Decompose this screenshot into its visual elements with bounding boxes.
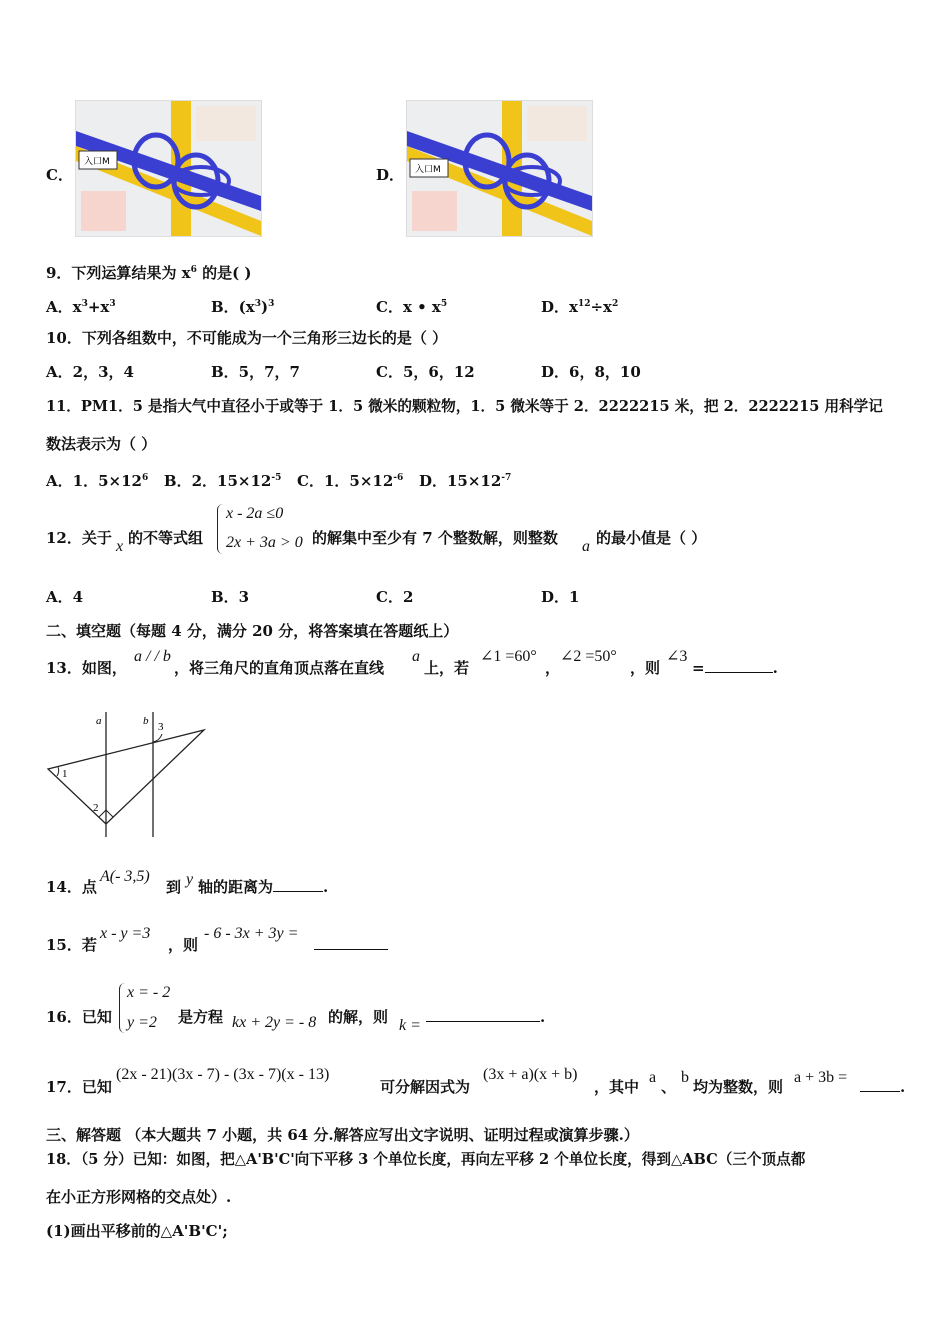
q15-then: ，则 (168, 936, 199, 954)
q16-k: k = (399, 1017, 421, 1034)
q11-option-c: C．1．$5\times 12^{-6}$ (297, 472, 404, 490)
map-label-c: 入口M (84, 157, 110, 167)
q9-option-c: C．x • $x^5$ (376, 298, 448, 316)
q14-var-y: y (186, 871, 194, 888)
label-angle-2: 2 (93, 802, 99, 814)
q17-tail: 均为整数，则 (693, 1078, 784, 1096)
q8-option-c-label: C． (46, 166, 73, 184)
q12-end: 的最小值是（ ） (596, 529, 707, 547)
q9-option-a: A．$x^3+x^3$ (46, 298, 116, 316)
q13-answer-blank[interactable] (705, 658, 773, 673)
q17-mid: 可分解因式为 (380, 1078, 471, 1096)
q10-option-d: D．6，8，10 (541, 363, 641, 381)
q17-var-a: a (649, 1069, 657, 1086)
q18-stem-line2: 在小正方形网格的交点处）. (46, 1188, 232, 1206)
q16-equation-x: x = - 2 (127, 984, 171, 1001)
q17-among: ，其中 (594, 1078, 640, 1096)
section-2-heading: 二、填空题（每题 4 分，满分 20 分，将答案填在答题纸上） (46, 622, 459, 640)
q13-angle-1: ∠1 =60° (480, 648, 537, 665)
q18-stem-line1: 18．（5 分）已知：如图，把△A'B'C'向下平移 3 个单位长度，再向左平移 2 个单位长度，得到△ABC（三个顶点都 (46, 1151, 806, 1168)
label-b: b (143, 715, 149, 727)
q11-option-d: D．$15\times 12^{-7}$ (418, 472, 512, 490)
q9-stem: 9．下列运算结果为 $x^6$ 的是( ) (46, 264, 252, 282)
q16-mid: 是方程 (178, 1008, 224, 1026)
q16-prefix: 16．已知 (46, 1008, 112, 1026)
q17-target: a + 3b = (794, 1069, 848, 1086)
q11-option-b: B．2．$15\times 12^{-5}$ (163, 472, 282, 490)
label-angle-1: 1 (62, 768, 68, 780)
q18-sub-question-1: (1)画出平移前的△A'B'C'; (46, 1222, 228, 1240)
q12-inequality-1: x - 2a ≤0 (226, 505, 284, 522)
q13-parallel: a / / b (134, 648, 171, 665)
q13-prefix: 13．如图， (46, 659, 127, 677)
q14-tail: 轴的距离为 . (198, 878, 329, 896)
q12-mid: 的不等式组 (128, 529, 204, 547)
q15-expression: - 6 - 3x + 3y = (204, 925, 299, 942)
q13-mid2: 上，若 (424, 659, 470, 677)
map-label-d: 入口M (415, 165, 441, 175)
q12-option-d: D．1 (541, 588, 580, 606)
q13-angle-3: ∠3 (666, 648, 688, 665)
q15-answer-blank[interactable] (314, 935, 388, 950)
q13-mid: ，将三角尺的直角顶点落在直线 (174, 659, 385, 677)
angle-1-arc (57, 767, 59, 776)
q16-equation: kx + 2y = - 8 (232, 1014, 317, 1031)
q17-prefix: 17．已知 (46, 1078, 112, 1096)
q11-option-a: A．1．$5\times 12^6$ (46, 472, 149, 490)
q13-angle-2: ∠2 =50° (560, 648, 617, 665)
q12-tail: 的解集中至少有 7 个整数解，则整数 (312, 529, 558, 547)
q8-option-d-label: D． (376, 166, 405, 184)
q17-answer-blank[interactable] (860, 1077, 900, 1092)
q12-option-a: A．4 (46, 588, 84, 606)
q12-system-brace (217, 504, 224, 554)
set-square (48, 730, 204, 824)
q17-var-b: b (681, 1069, 689, 1086)
q17-answer: . (860, 1077, 905, 1097)
q13-comma: ， (545, 659, 561, 677)
q12-var-a: a (582, 538, 590, 555)
label-angle-3: 3 (158, 721, 164, 733)
q10-option-b: B．5，7，7 (211, 363, 300, 381)
q10-stem: 10．下列各组数中，不可能成为一个三角形三边长的是（ ） (46, 329, 448, 347)
q17-sep: 、 (661, 1078, 677, 1096)
q15-answer (314, 935, 388, 955)
q9-option-b: B．$(x^3)^3$ (211, 298, 275, 316)
q14-answer-blank[interactable] (273, 877, 323, 892)
q10-option-a: A．2，3，4 (46, 363, 134, 381)
q14-point: A(- 3,5) (100, 868, 150, 885)
q10-option-c: C．5，6，12 (376, 363, 475, 381)
q13-var-a: a (412, 648, 420, 665)
q11-options (46, 468, 511, 491)
q14-prefix: 14．点 (46, 878, 97, 896)
q11-stem-line2: 数法表示为（ ） (46, 435, 157, 453)
q15-prefix: 15．若 (46, 936, 97, 954)
q8-option-d-map (406, 100, 593, 237)
q15-condition: x - y =3 (100, 925, 151, 942)
q16-equation-y: y =2 (127, 1014, 157, 1031)
q12-inequality-2: 2x + 3a > 0 (226, 534, 303, 551)
q13-figure (44, 712, 214, 840)
q12-option-c: C．2 (376, 588, 414, 606)
q16-answer-blank[interactable] (426, 1007, 540, 1022)
q12-prefix: 12．关于 (46, 529, 112, 547)
q17-expression: (2x - 21)(3x - 7) - (3x - 7)(x - 13) (116, 1066, 330, 1083)
q13-then: ，则 (630, 659, 661, 677)
q17-factored: (3x + a)(x + b) (483, 1066, 578, 1083)
q13-answer: = . (692, 659, 778, 677)
q12-var-x: x (116, 538, 124, 555)
q8-option-c-map (75, 100, 262, 237)
q12-option-b: B．3 (211, 588, 250, 606)
section-3-heading: 三、解答题 （本大题共 7 小题，共 64 分.解答应写出文字说明、证明过程或演算步骤.） (46, 1126, 639, 1144)
q9-option-d: D．$x^{12}\div x^2$ (541, 298, 619, 316)
q16-answer: . (426, 1007, 545, 1027)
map-illustration-c (76, 101, 261, 236)
q16-system-brace (119, 983, 126, 1033)
label-a: a (96, 715, 102, 727)
map-illustration-d (407, 101, 592, 236)
q11-stem-line1: 11．PM1．5 是指大气中直径小于或等于 1．5 微米的颗粒物，1．5 微米等于 2．2222215 米，把 2．2222215 用科学记 (46, 398, 883, 415)
q16-tail: 的解，则 (328, 1008, 389, 1026)
q14-mid: 到 (166, 878, 182, 896)
